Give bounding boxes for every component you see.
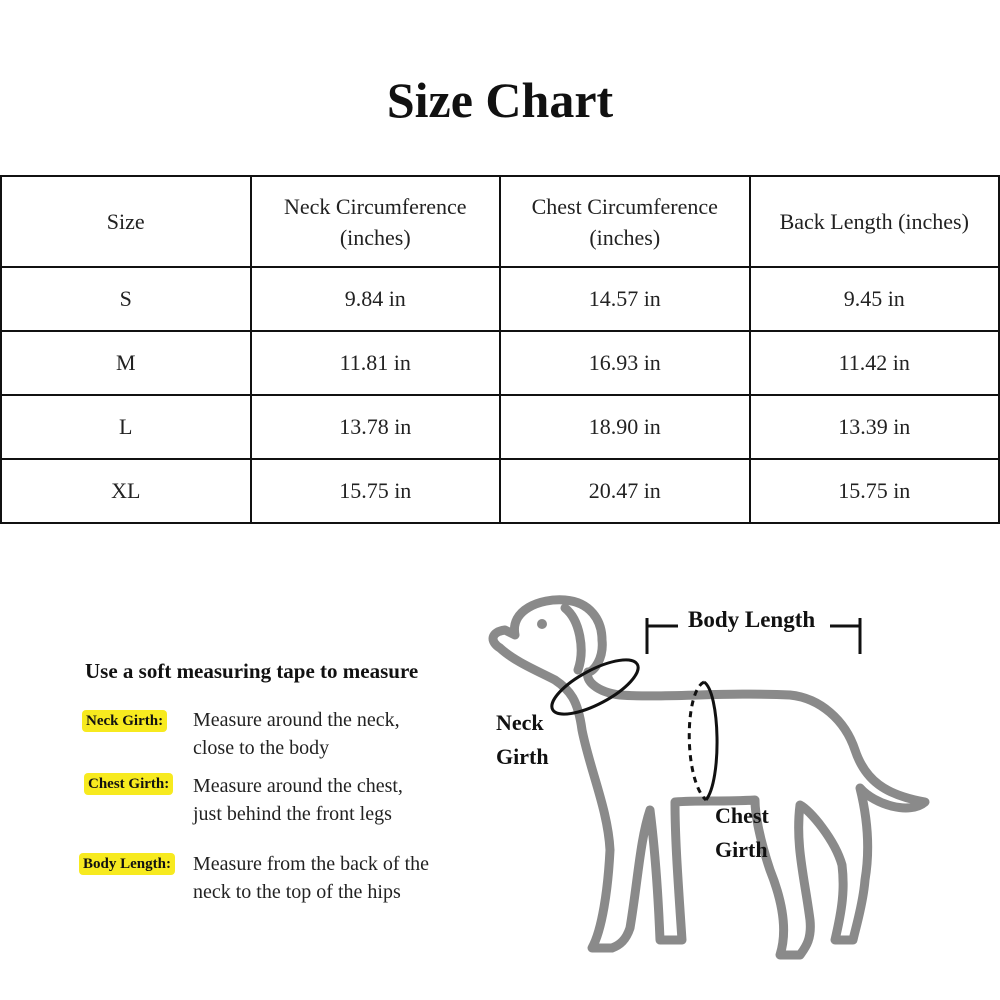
measure-guide-heading: Use a soft measuring tape to measure: [85, 659, 419, 683]
cell-back: 11.42 in: [750, 331, 1000, 395]
header-size: Size: [1, 176, 251, 267]
table-row: [1, 395, 999, 459]
table-header-row: [1, 176, 999, 267]
chest-girth-label: Chest Girth: [715, 803, 769, 862]
dog-eye: [537, 619, 547, 629]
size-table: [0, 175, 1000, 524]
chest-girth-text: Measure around the chest, just behind the front legs: [193, 775, 403, 825]
dog-measurement-diagram: [470, 580, 950, 980]
chest-girth-marker: [689, 682, 717, 800]
cell-neck: 11.81 in: [251, 331, 501, 395]
cell-back: 9.45 in: [750, 267, 1000, 331]
cell-size: M: [1, 331, 251, 395]
body-length-text: Measure from the back of the neck to the top of the hips: [193, 853, 430, 903]
header-back: Back Length (inches): [750, 176, 1000, 267]
neck-girth-highlight: Neck Girth:: [82, 710, 167, 732]
cell-neck: 9.84 in: [251, 267, 501, 331]
cell-neck: 15.75 in: [251, 459, 501, 523]
cell-size: S: [1, 267, 251, 331]
table-row: [1, 459, 999, 523]
page-title: Size Chart: [386, 72, 614, 128]
cell-chest: 20.47 in: [500, 459, 750, 523]
cell-size: L: [1, 395, 251, 459]
body-length-label: Body Length: [688, 607, 816, 632]
neck-girth-label: Neck Girth: [496, 710, 549, 769]
chest-girth-highlight: Chest Girth:: [84, 773, 173, 795]
cell-back: 13.39 in: [750, 395, 1000, 459]
header-neck: Neck Circumference (inches): [251, 176, 501, 267]
cell-chest: 18.90 in: [500, 395, 750, 459]
cell-size: XL: [1, 459, 251, 523]
cell-back: 15.75 in: [750, 459, 1000, 523]
cell-chest: 16.93 in: [500, 331, 750, 395]
cell-neck: 13.78 in: [251, 395, 501, 459]
table-row: [1, 267, 999, 331]
table-row: [1, 331, 999, 395]
neck-girth-text: Measure around the neck, close to the body: [193, 709, 400, 759]
header-chest: Chest Circumference (inches): [500, 176, 750, 267]
cell-chest: 14.57 in: [500, 267, 750, 331]
body-length-highlight: Body Length:: [79, 853, 175, 875]
